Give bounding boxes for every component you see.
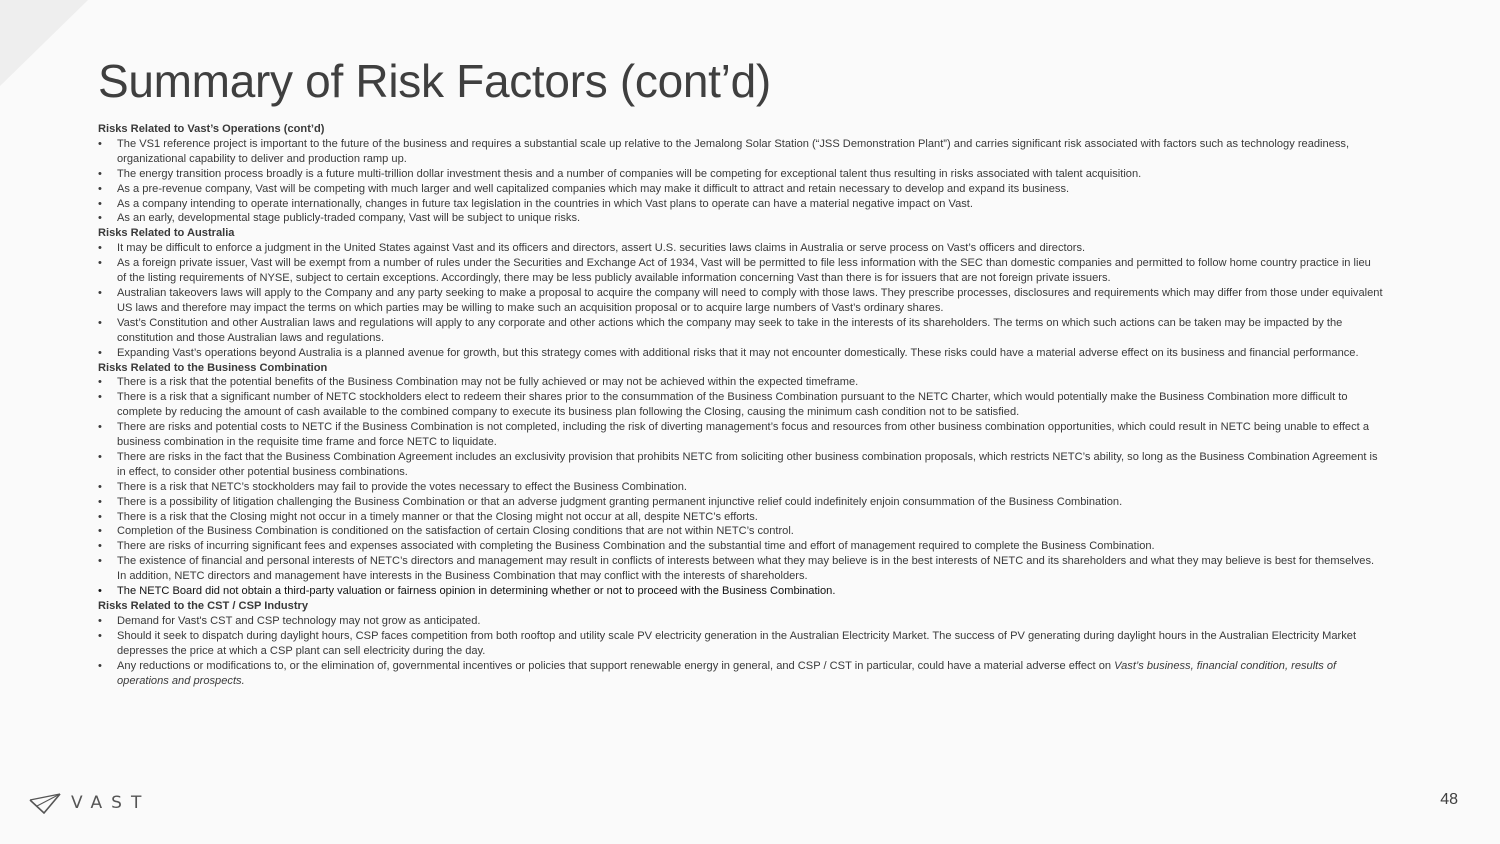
list-item (98, 659, 1383, 689)
list-item: • The NETC Board did not obtain a third-party valuation or fairness opinion in determining whether or not to proceed with the Business Combination. (98, 584, 1383, 599)
list-item: • There is a possibility of litigation challenging the Business Combination or that an adverse judgment granting permanent injunctive relief could indefinitely enjoin consummation of the Business Combination. (98, 495, 1383, 510)
slide-title: Summary of Risk Factors (cont’d) (98, 55, 771, 107)
list-item: • There is a risk that a significant number of NETC stockholders elect to redeem their shares prior to the consummation of the Business Combination pursuant to the NETC Charter, which would potentially make the Business Combination more difficult to complete by reducing the amount of cash available to the combined company to execute its business plan following the Closing, causing the minimum cash condition not to be satisfied. (98, 390, 1383, 420)
section-heading: Risks Related to Australia (98, 227, 235, 240)
page-number: 48 (1440, 791, 1458, 808)
list-item: • There are risks and potential costs to NETC if the Business Combination is not completed, including the risk of diverting management’s focus and resources from other business combination opportunities, which could result in NETC being unable to effect a business combination in the requisite time frame and force NETC to liquidate. (98, 420, 1383, 450)
corner-accent (0, 0, 90, 90)
logo-wordmark: VAST (71, 793, 151, 813)
list-item: • Should it seek to dispatch during daylight hours, CSP faces competition from both rooftop and utility scale PV electricity generation in the Australian Electricity Market. The success of PV generating during daylight hours in the Australian Electricity Market depresses the price at which a CSP plant can sell electricity during the day. (98, 629, 1383, 659)
list-item: • It may be difficult to enforce a judgment in the United States against Vast and its officers and directors, assert U.S. securities laws claims in Australia or serve process on Vast’s officers and directors. (98, 241, 1383, 256)
list-item: • As an early, developmental stage publicly-traded company, Vast will be subject to unique risks. (98, 211, 1383, 226)
list-item: • The existence of financial and personal interests of NETC’s directors and management may result in conflicts of interests between what they may believe is in the best interests of NETC and its shareholders and what they may believe is best for themselves. In addition, NETC directors and management have interests in the Business Combination that may conflict with the interests of shareholders. (98, 554, 1383, 584)
list-item: • There is a risk that the Closing might not occur in a timely manner or that the Closing might not occur at all, despite NETC’s efforts. (98, 510, 1383, 525)
list-item: • The energy transition process broadly is a future multi-trillion dollar investment thesis and a number of companies will be competing for exceptional talent thus resulting in risks associated with talent acquisition. (98, 167, 1383, 182)
list-item: • There is a risk that the potential benefits of the Business Combination may not be fully achieved or may not be achieved within the expected timeframe. (98, 375, 1383, 390)
list-item: • The VS1 reference project is important to the future of the business and requires a substantial scale up relative to the Jemalong Solar Station (“JSS Demonstration Plant”) and carries significant risk associated with factors such as technology readiness, organizational capability to deliver and production ramp up. (98, 137, 1383, 167)
list-item: • Vast’s Constitution and other Australian laws and regulations will apply to any corporate and other actions which the company may seek to take in the interests of its shareholders. The terms on which such actions can be taken may be impacted by the constitution and those Australian laws and regulations. (98, 316, 1383, 346)
list-item: • There are risks in the fact that the Business Combination Agreement includes an exclusivity provision that prohibits NETC from soliciting other business combination proposals, which restricts NETC’s ability, so long as the Business Combination Agreement is in effect, to consider other potential business combinations. (98, 450, 1383, 480)
list-item: • Expanding Vast’s operations beyond Australia is a planned avenue for growth, but this strategy comes with additional risks that it may not encounter domestically. These risks could have a material adverse effect on its business and financial performance. (98, 346, 1383, 361)
list-item: • Demand for Vast's CST and CSP technology may not grow as anticipated. (98, 614, 1383, 629)
section-heading: Risks Related to Vast’s Operations (cont’d) (98, 123, 325, 135)
list-item: • There is a risk that NETC’s stockholders may fail to provide the votes necessary to effect the Business Combination. (98, 480, 1383, 495)
list-item: • As a foreign private issuer, Vast will be exempt from a number of rules under the Securities and Exchange Act of 1934, Vast will be permitted to file less information with the SEC than domestic companies and permitted to follow home country practice in lieu of the listing requirements of NYSE, subject to certain exceptions. Accordingly, there may be less publicly available information concerning Vast than there is for issuers that are not foreign private issuers. (98, 256, 1383, 286)
vast-logo (29, 792, 150, 814)
list-item: • Australian takeovers laws will apply to the Company and any party seeking to make a proposal to acquire the company will need to comply with those laws. They prescribe processes, disclosures and requirements which may differ from those under equivalent US laws and therefore may impact the terms on which parties may be willing to make such an acquisition proposal or to acquire large numbers of Vast’s ordinary shares. (98, 286, 1383, 316)
risk-factor-list (98, 122, 1383, 688)
list-item: • Completion of the Business Combination is conditioned on the satisfaction of certain Closing conditions that are not within NETC’s control. (98, 524, 1383, 539)
list-item: • As a company intending to operate internationally, changes in future tax legislation in the countries in which Vast plans to operate can have a material negative impact on Vast. (98, 197, 1383, 212)
vast-logo-mark-icon (29, 792, 61, 814)
section-heading: Risks Related to the Business Combination (98, 361, 328, 374)
list-item: • There are risks of incurring significant fees and expenses associated with completing the Business Combination and the substantial time and effort of management required to complete the Business Combination. (98, 539, 1383, 554)
list-item: • As a pre-revenue company, Vast will be competing with much larger and well capitalized companies which may make it difficult to attract and retain necessary to develop and expand its business. (98, 182, 1383, 197)
list-item-italic-text: Vast’s business, financial condition, results of operations and prospects. (117, 659, 1337, 687)
section-heading: Risks Related to the CST / CSP Industry (98, 600, 309, 612)
list-item-text: Any reductions or modifications to, or the elimination of, governmental incentives or policies that support renewable energy in general, and CSP / CST in particular, could have a material adverse effect on (117, 659, 1115, 672)
